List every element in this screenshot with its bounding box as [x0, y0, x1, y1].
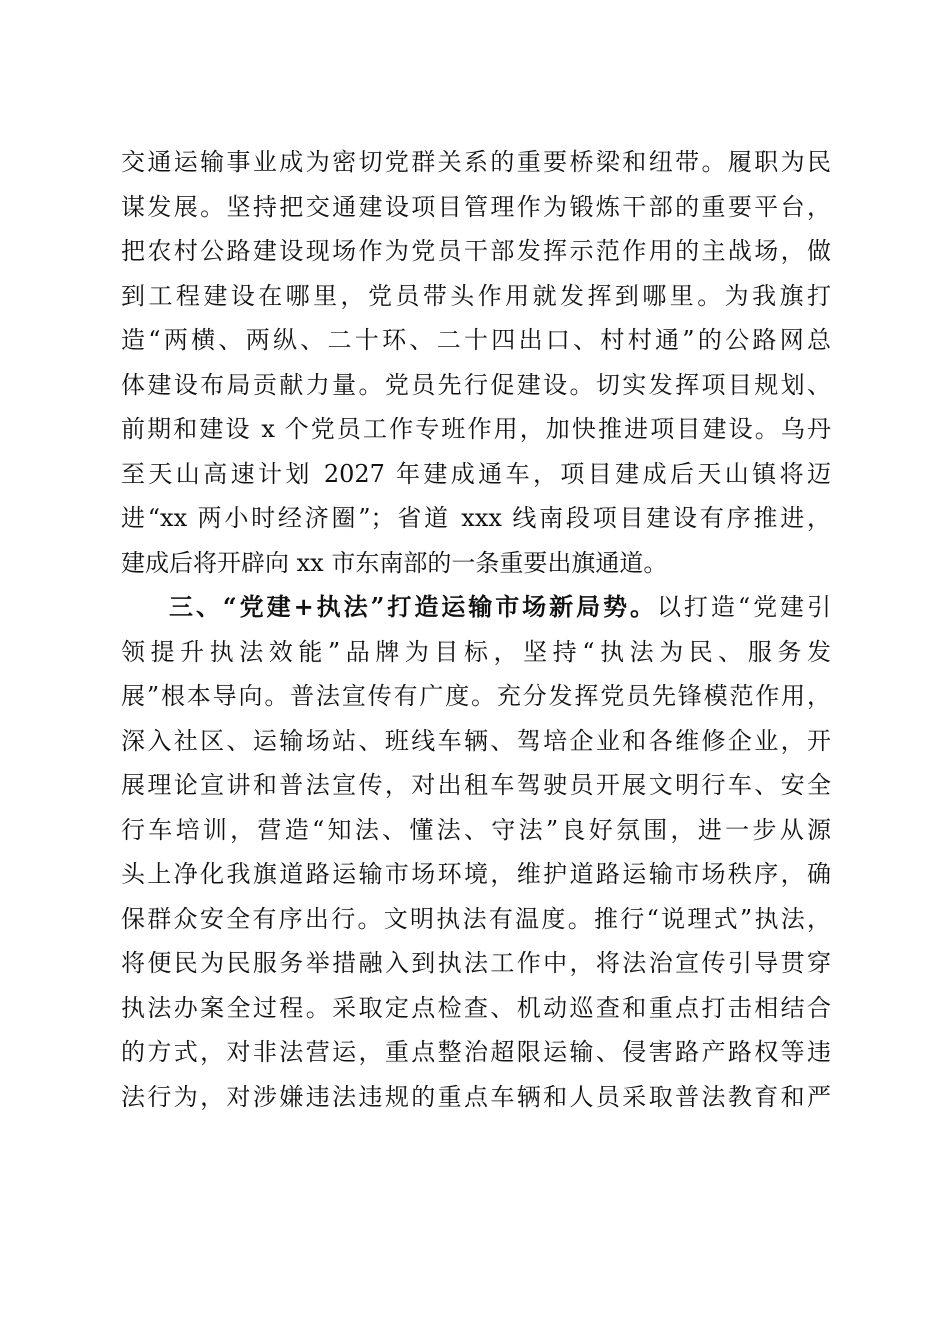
- text-line-start: 以打造“党建引: [656, 593, 831, 621]
- body-text: [121, 140, 831, 1119]
- text-line: 行车培训，营造“知法、懂法、守法”良好氛围，进一步从源: [121, 815, 831, 844]
- text-line: 展理论宣讲和普法宣传，对出租车驾驶员开展文明行车、安全: [121, 771, 831, 799]
- text-line: 体建设布局贡献力量。党员先行促建设。切实发挥项目规划、: [121, 370, 831, 399]
- text-line: 谋发展。坚持把交通建设项目管理作为锻炼干部的重要平台，: [121, 192, 831, 221]
- text-line: 将便民为民服务举措融入到执法工作中，将法治宣传引导贯穿: [121, 949, 831, 977]
- text-line: 进“xx 两小时经济圈”；省道 xxx 线南段项目建设有序推进，: [121, 504, 831, 532]
- section-heading: 三、“党建+执法”打造运输市场新局势。: [169, 592, 657, 621]
- text-line: 法行为，对涉嫌违法违规的重点车辆和人员采取普法教育和严: [121, 1082, 831, 1111]
- text-line: 头上净化我旗道路运输市场环境，维护道路运输市场秩序，确: [121, 860, 831, 888]
- text-line: 的方式，对非法营运，重点整治超限运输、侵害路产路权等违: [121, 1038, 831, 1066]
- text-line: 至天山高速计划 2027 年建成通车，项目建成后天山镇将迈: [121, 459, 831, 488]
- text-line: 到工程建设在哪里，党员带头作用就发挥到哪里。为我旗打: [121, 281, 831, 310]
- text-line: 领提升执法效能”品牌为目标，坚持“执法为民、服务发: [121, 637, 831, 666]
- text-line: 保群众安全有序出行。文明执法有温度。推行“说理式”执法，: [121, 904, 831, 933]
- text-line: 执法办案全过程。采取定点检查、机动巡查和重点打击相结合: [121, 993, 831, 1022]
- text-line: 深入社区、运输场站、班线车辆、驾培企业和各维修企业，开: [121, 726, 831, 755]
- text-line: 把农村公路建设现场作为党员干部发挥示范作用的主战场，做: [121, 237, 831, 265]
- text-line: 造“两横、两纵、二十环、二十四出口、村村通”的公路网总: [121, 326, 831, 354]
- text-line: 前期和建设 x 个党员工作专班作用，加快推进项目建设。乌丹: [121, 415, 831, 443]
- text-line: 交通运输事业成为密切党群关系的重要桥梁和纽带。履职为民: [121, 148, 831, 176]
- text-line: 展”根本导向。普法宣传有广度。充分发挥党员先锋模范作用，: [121, 682, 831, 710]
- section-heading-line: [121, 585, 831, 630]
- text-line: 建成后将开辟向 xx 市东南部的一条重要出旗通道。: [121, 548, 668, 577]
